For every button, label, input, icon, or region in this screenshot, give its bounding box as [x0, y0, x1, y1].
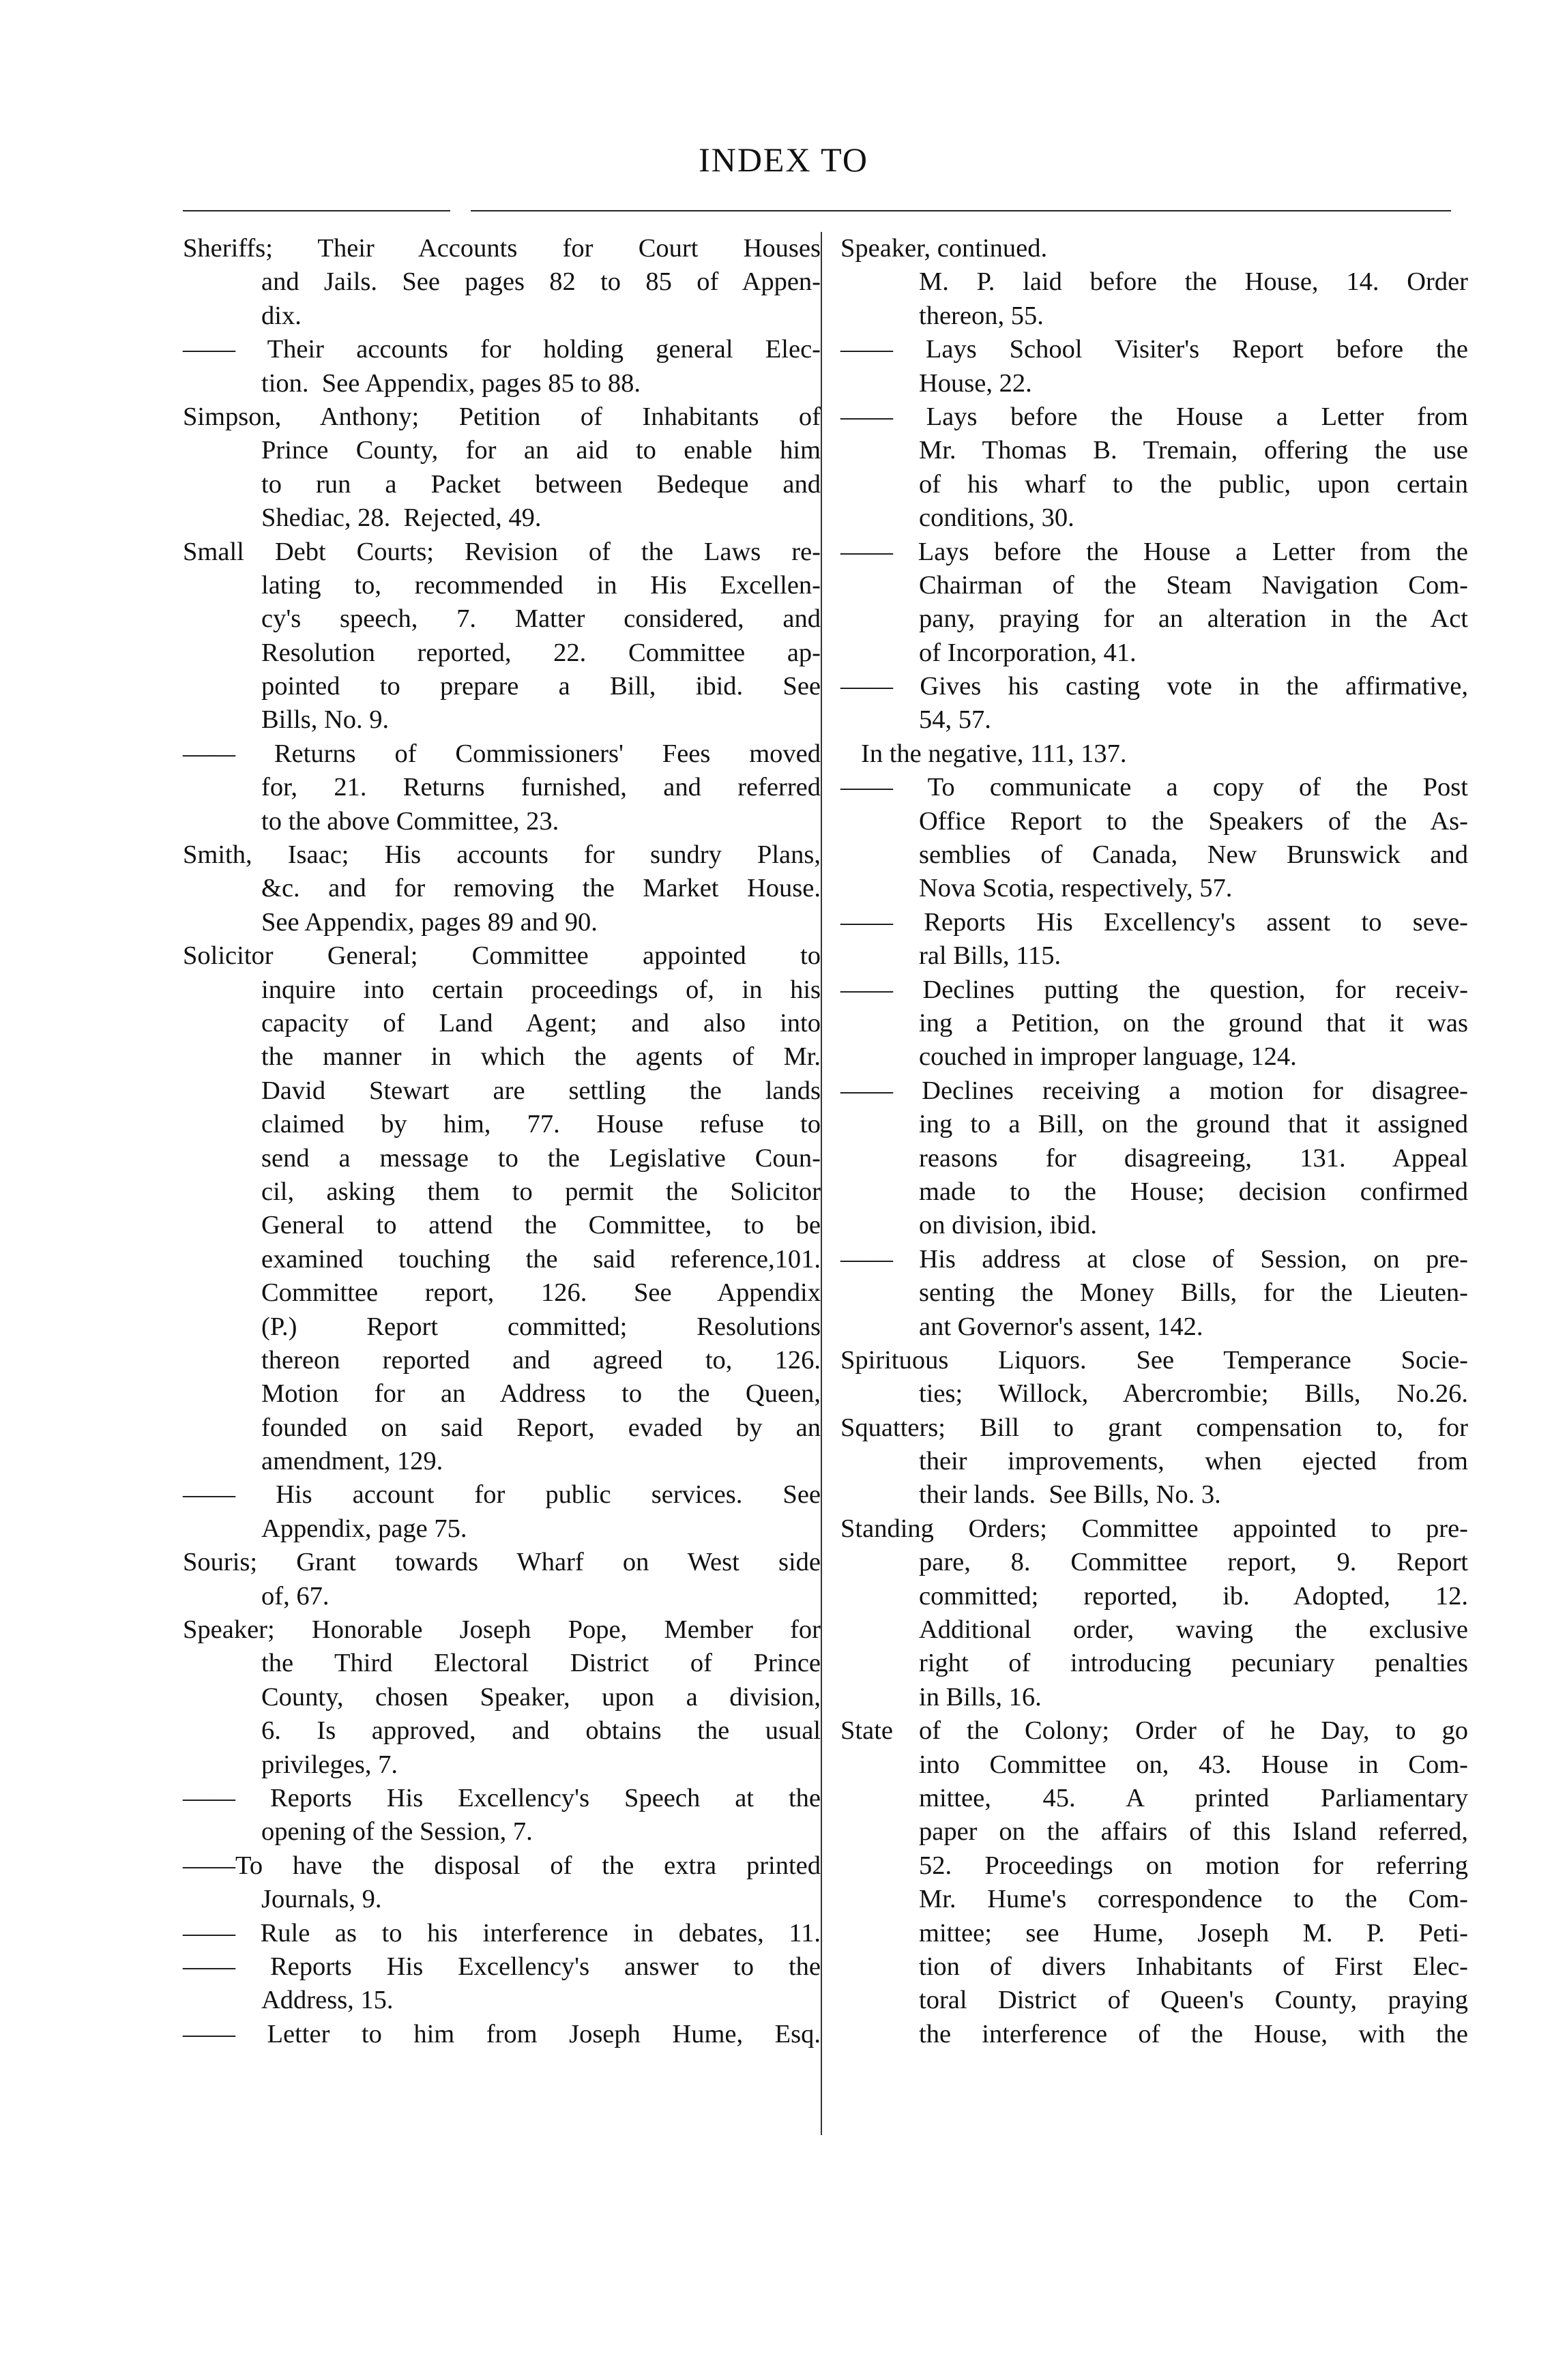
index-line: capacity of Land Agent; and also into [261, 1008, 821, 1038]
index-line: —— His account for public services. See [183, 1480, 821, 1510]
index-line: senting the Money Bills, for the Lieuten- [919, 1278, 1468, 1308]
index-line: Chairman of the Steam Navigation Com- [919, 570, 1468, 600]
index-line: Souris; Grant towards Wharf on West side [183, 1548, 821, 1577]
index-line: Small Debt Courts; Revision of the Laws re- [183, 537, 821, 566]
index-line: Motion for an Address to the Queen, [261, 1379, 821, 1409]
index-line: —— Letter to him from Joseph Hume, Esq. [183, 2019, 821, 2048]
index-line: and Jails. See pages 82 to 85 of Appen- [261, 267, 821, 297]
index-line: —— Rule as to his interference in debates, 11. [183, 1918, 821, 1948]
index-line: Nova Scotia, respectively, 57. [919, 874, 1233, 903]
index-line: Address, 15. [261, 1986, 394, 2015]
index-line: See Appendix, pages 89 and 90. [261, 907, 598, 937]
index-line: County, chosen Speaker, upon a division, [261, 1682, 821, 1711]
index-line: cy's speech, 7. Matter considered, and [261, 604, 821, 634]
index-line: Additional order, waving the exclusive [919, 1615, 1468, 1645]
index-line: pare, 8. Committee report, 9. Report [919, 1548, 1468, 1577]
column-divider [821, 232, 822, 2135]
index-line: —— Their accounts for holding general Elec- [183, 335, 821, 364]
index-line: reasons for disagreeing, 131. Appeal [919, 1143, 1468, 1173]
index-line: pointed to prepare a Bill, ibid. See [261, 672, 821, 701]
index-line: House, 22. [919, 368, 1032, 398]
index-line: —— Reports His Excellency's assent to seve- [840, 907, 1468, 937]
index-line: the interference of the House, with the [919, 2019, 1468, 2048]
index-line: to run a Packet between Bedeque and [261, 469, 821, 499]
index-line: —— Reports His Excellency's answer to the [183, 1952, 821, 1981]
index-line: amendment, 129. [261, 1447, 443, 1476]
index-line: ral Bills, 115. [919, 941, 1061, 971]
index-line: ing a Petition, on the ground that it was [919, 1008, 1468, 1038]
index-line: on division, ibid. [919, 1211, 1097, 1240]
index-line: mittee, 45. A printed Parliamentary [919, 1783, 1468, 1812]
index-line: thereon reported and agreed to, 126. [261, 1345, 821, 1375]
index-line: ing to a Bill, on the ground that it assigned [919, 1110, 1468, 1139]
index-line: into Committee on, 43. House in Com- [919, 1750, 1468, 1779]
index-line: ant Governor's assent, 142. [919, 1312, 1203, 1341]
index-line: in Bills, 16. [919, 1682, 1042, 1711]
index-line: for, 21. Returns furnished, and referred [261, 773, 821, 802]
index-line: 54, 57. [919, 705, 991, 735]
index-line: In the negative, 111, 137. [861, 739, 1127, 768]
index-line: —— Returns of Commissioners' Fees moved [183, 739, 821, 768]
index-line: —— To communicate a copy of the Post [840, 773, 1468, 802]
index-line: the manner in which the agents of Mr. [261, 1042, 821, 1072]
index-line: Simpson, Anthony; Petition of Inhabitants of [183, 402, 821, 431]
index-line: the Third Electoral District of Prince [261, 1649, 821, 1678]
index-line: of Incorporation, 41. [919, 638, 1137, 667]
index-line: David Stewart are settling the lands [261, 1076, 821, 1105]
index-line: Appendix, page 75. [261, 1514, 467, 1543]
index-line: Squatters; Bill to grant compensation to, for [840, 1413, 1468, 1442]
index-line: 6. Is approved, and obtains the usual [261, 1716, 821, 1746]
index-line: right of introducing pecuniary penalties [919, 1649, 1468, 1678]
index-line: Prince County, for an aid to enable him [261, 436, 821, 465]
index-line: semblies of Canada, New Brunswick and [919, 840, 1468, 870]
index-line: of his wharf to the public, upon certain [919, 469, 1468, 499]
index-line: General to attend the Committee, to be [261, 1211, 821, 1240]
index-line: couched in improper language, 124. [919, 1042, 1297, 1072]
index-line: —— Lays before the House a Letter from [840, 402, 1468, 431]
index-line: Smith, Isaac; His accounts for sundry Plans, [183, 840, 821, 870]
index-line: —— Reports His Excellency's Speech at the [183, 1783, 821, 1812]
index-line: their lands. See Bills, No. 3. [919, 1480, 1221, 1510]
index-line: Sheriffs; Their Accounts for Court Houses [183, 234, 821, 263]
index-line: dix. [261, 301, 302, 330]
index-line: made to the House; decision confirmed [919, 1177, 1468, 1206]
index-line: —— Declines putting the question, for receiv- [840, 975, 1468, 1004]
index-line: —— His address at close of Session, on pre- [840, 1244, 1468, 1274]
index-line: Speaker, continued. [840, 234, 1048, 263]
index-line: mittee; see Hume, Joseph M. P. Peti- [919, 1918, 1468, 1948]
index-line: Mr. Thomas B. Tremain, offering the use [919, 436, 1468, 465]
index-line: —— Lays before the House a Letter from the [840, 537, 1468, 566]
index-line: of, 67. [261, 1581, 329, 1611]
index-line: their improvements, when ejected from [919, 1447, 1468, 1476]
index-line: —— Gives his casting vote in the affirmative, [840, 672, 1468, 701]
index-line: lating to, recommended in His Excellen- [261, 570, 821, 600]
index-line: Shediac, 28. Rejected, 49. [261, 503, 542, 533]
index-line: send a message to the Legislative Coun- [261, 1143, 821, 1173]
index-line: toral District of Queen's County, praying [919, 1986, 1468, 2015]
index-line: ——To have the disposal of the extra printed [183, 1851, 821, 1880]
index-line: Office Report to the Speakers of the As- [919, 806, 1468, 836]
index-line: inquire into certain proceedings of, in his [261, 975, 821, 1004]
index-line: committed; reported, ib. Adopted, 12. [919, 1581, 1468, 1611]
index-line: tion. See Appendix, pages 85 to 88. [261, 368, 641, 398]
header-rule-right [471, 210, 1451, 211]
index-line: Mr. Hume's correspondence to the Com- [919, 1885, 1468, 1914]
index-line: opening of the Session, 7. [261, 1817, 533, 1847]
index-line: paper on the affairs of this Island referred, [919, 1817, 1468, 1847]
page-title: INDEX TO [699, 141, 868, 179]
index-line: Resolution reported, 22. Committee ap- [261, 638, 821, 667]
index-line: (P.) Report committed; Resolutions [261, 1312, 821, 1341]
index-line: pany, praying for an alteration in the Act [919, 604, 1468, 634]
index-line: ties; Willock, Abercrombie; Bills, No.26. [919, 1379, 1468, 1409]
index-line: Spirituous Liquors. See Temperance Socie- [840, 1345, 1468, 1375]
index-line: Journals, 9. [261, 1885, 382, 1914]
index-line: founded on said Report, evaded by an [261, 1413, 821, 1442]
index-line: Solicitor General; Committee appointed to [183, 941, 821, 971]
index-line: M. P. laid before the House, 14. Order [919, 267, 1468, 297]
index-line: 52. Proceedings on motion for referring [919, 1851, 1468, 1880]
index-line: cil, asking them to permit the Solicitor [261, 1177, 821, 1206]
index-line: privileges, 7. [261, 1750, 398, 1779]
header-rule-left [183, 210, 450, 211]
index-line: claimed by him, 77. House refuse to [261, 1110, 821, 1139]
index-line: thereon, 55. [919, 301, 1044, 330]
index-line: tion of divers Inhabitants of First Elec- [919, 1952, 1468, 1981]
index-line: to the above Committee, 23. [261, 806, 559, 836]
index-line: conditions, 30. [919, 503, 1074, 533]
index-column-right [840, 232, 1468, 2051]
index-line: State of the Colony; Order of he Day, to go [840, 1716, 1468, 1746]
index-line: &c. and for removing the Market House. [261, 874, 821, 903]
index-line: examined touching the said reference,101. [261, 1244, 821, 1274]
index-line: Speaker; Honorable Joseph Pope, Member for [183, 1615, 821, 1645]
index-line: —— Declines receiving a motion for disagree- [840, 1076, 1468, 1105]
index-line: Standing Orders; Committee appointed to pre- [840, 1514, 1468, 1543]
index-line: —— Lays School Visiter's Report before the [840, 335, 1468, 364]
index-line: Bills, No. 9. [261, 705, 390, 735]
index-line: Committee report, 126. See Appendix [261, 1278, 821, 1308]
index-column-left [183, 232, 821, 2051]
